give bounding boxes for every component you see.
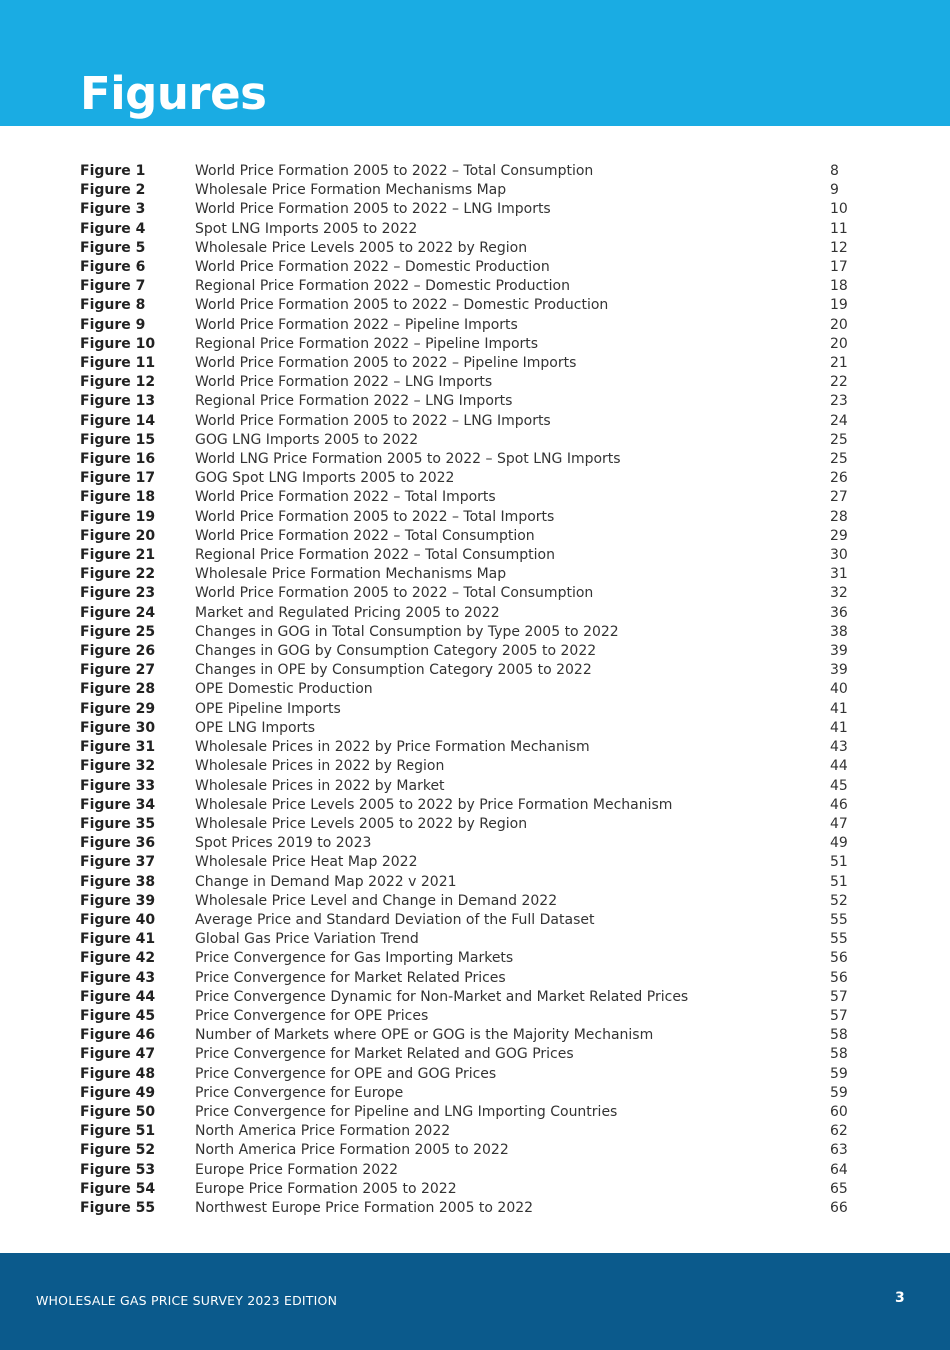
figure-number: Figure 4: [80, 220, 146, 237]
figure-number: Figure 40: [80, 911, 156, 928]
figure-page-number: 8: [830, 163, 839, 179]
figure-page-number: 44: [830, 758, 848, 775]
figure-entry[interactable]: [0, 220, 950, 239]
figure-number: Figure 15: [80, 431, 156, 448]
figure-title: Wholesale Price Level and Change in Demand 2022: [195, 892, 558, 909]
figure-number: Figure 13: [80, 393, 156, 410]
figure-page-number: 59: [830, 1084, 848, 1101]
figure-entry[interactable]: [0, 930, 950, 949]
figure-title: World Price Formation 2022 – Domestic Production: [195, 259, 550, 276]
figure-page-number: 39: [830, 643, 848, 660]
page-header: [0, 0, 950, 126]
figure-title: World Price Formation 2005 to 2022 – Total Imports: [195, 508, 555, 525]
figure-number: Figure 42: [80, 950, 156, 967]
figure-page-number: 28: [830, 508, 848, 525]
figure-page-number: 56: [830, 950, 848, 967]
figure-title: Global Gas Price Variation Trend: [195, 931, 419, 948]
figure-number: Figure 23: [80, 585, 156, 602]
figure-entry[interactable]: [0, 162, 950, 181]
figure-page-number: 52: [830, 892, 848, 909]
figure-number: Figure 43: [80, 969, 156, 986]
figure-entry[interactable]: [0, 373, 950, 392]
figure-number: Figure 25: [80, 623, 156, 640]
figure-entry[interactable]: [0, 488, 950, 507]
figure-number: Figure 46: [80, 1027, 156, 1044]
figure-title: Europe Price Formation 2005 to 2022: [195, 1180, 457, 1197]
figure-page-number: 64: [830, 1161, 848, 1178]
figure-entry[interactable]: [0, 949, 950, 968]
figure-page-number: 30: [830, 547, 848, 564]
figure-title: OPE LNG Imports: [195, 719, 316, 736]
figure-number: Figure 55: [80, 1199, 156, 1216]
figure-entry[interactable]: [0, 1122, 950, 1141]
figure-number: Figure 41: [80, 931, 156, 948]
figure-page-number: 20: [830, 335, 848, 352]
figure-page-number: 17: [830, 259, 848, 276]
figure-title: Wholesale Prices in 2022 by Market: [195, 777, 445, 794]
figure-entry[interactable]: [0, 911, 950, 930]
figure-entry[interactable]: [0, 988, 950, 1007]
figure-page-number: 51: [830, 854, 848, 871]
figure-title: Wholesale Price Formation Mechanisms Map: [195, 566, 507, 583]
figure-number: Figure 45: [80, 1007, 156, 1024]
figure-page-number: 51: [830, 873, 848, 890]
figure-page-number: 41: [830, 719, 848, 736]
figure-number: Figure 38: [80, 873, 156, 890]
figure-entry[interactable]: [0, 1007, 950, 1026]
figure-title: Regional Price Formation 2022 – Domestic Production: [195, 278, 570, 295]
figure-page-number: 66: [830, 1199, 848, 1216]
figure-title: Price Convergence for Gas Importing Markets: [195, 950, 514, 967]
figure-title: Price Convergence for Market Related Prices: [195, 969, 506, 986]
figure-title: Number of Markets where OPE or GOG is the Majority Mechanism: [195, 1027, 654, 1044]
page-number: 3: [895, 1290, 905, 1306]
figure-page-number: 26: [830, 470, 848, 487]
figure-title: Europe Price Formation 2022: [195, 1161, 399, 1178]
figure-title: Price Convergence for Pipeline and LNG Importing Countries: [195, 1103, 618, 1120]
figure-page-number: 57: [830, 988, 848, 1005]
figure-entry[interactable]: [0, 815, 950, 834]
figure-number: Figure 26: [80, 643, 156, 660]
figure-title: World Price Formation 2005 to 2022 – Total Consumption: [195, 585, 594, 602]
figure-number: Figure 28: [80, 681, 156, 698]
figure-entry[interactable]: [0, 873, 950, 892]
figure-page-number: 39: [830, 662, 848, 679]
figure-page-number: 45: [830, 777, 848, 794]
figure-title: Changes in GOG in Total Consumption by Type 2005 to 2022: [195, 623, 619, 640]
figure-entry[interactable]: [0, 277, 950, 296]
figure-entry[interactable]: [0, 853, 950, 872]
figure-page-number: 41: [830, 700, 848, 717]
figure-title: Wholesale Price Heat Map 2022: [195, 854, 418, 871]
figure-page-number: 22: [830, 374, 848, 391]
figure-page-number: 25: [830, 431, 848, 448]
figure-page-number: 57: [830, 1007, 848, 1024]
figure-title: Price Convergence for OPE and GOG Prices: [195, 1065, 497, 1082]
figure-entry[interactable]: [0, 469, 950, 488]
figure-entry[interactable]: [0, 412, 950, 431]
figure-title: Regional Price Formation 2022 – Pipeline Imports: [195, 335, 539, 352]
figure-entry[interactable]: [0, 239, 950, 258]
figure-title: Price Convergence for OPE Prices: [195, 1007, 429, 1024]
figure-title: North America Price Formation 2005 to 2022: [195, 1142, 509, 1159]
figure-number: Figure 44: [80, 988, 156, 1005]
figure-entry[interactable]: [0, 892, 950, 911]
figure-page-number: 47: [830, 815, 848, 832]
figure-number: Figure 30: [80, 719, 156, 736]
figure-entry[interactable]: [0, 969, 950, 988]
figure-entry[interactable]: [0, 642, 950, 661]
figure-number: Figure 11: [80, 355, 156, 372]
figure-number: Figure 39: [80, 892, 156, 909]
figure-entry[interactable]: [0, 834, 950, 853]
figure-entry[interactable]: [0, 181, 950, 200]
figure-page-number: 55: [830, 911, 848, 928]
figure-title: OPE Pipeline Imports: [195, 700, 341, 717]
figure-number: Figure 9: [80, 316, 146, 333]
figure-title: Wholesale Price Levels 2005 to 2022 by Region: [195, 815, 528, 832]
figure-page-number: 55: [830, 931, 848, 948]
figure-entry[interactable]: [0, 335, 950, 354]
figure-title: Changes in GOG by Consumption Category 2005 to 2022: [195, 643, 597, 660]
figure-entry[interactable]: [0, 584, 950, 603]
figure-title: Change in Demand Map 2022 v 2021: [195, 873, 457, 890]
figure-title: World Price Formation 2022 – LNG Imports: [195, 374, 493, 391]
figure-entry[interactable]: [0, 777, 950, 796]
figure-page-number: 56: [830, 969, 848, 986]
figure-entry[interactable]: [0, 431, 950, 450]
figure-entry[interactable]: [0, 719, 950, 738]
figure-title: World Price Formation 2005 to 2022 – LNG Imports: [195, 412, 551, 429]
figure-title: Spot LNG Imports 2005 to 2022: [195, 220, 418, 237]
figure-entry[interactable]: [0, 296, 950, 315]
figure-entry[interactable]: [0, 1141, 950, 1160]
figure-page-number: 43: [830, 739, 848, 756]
figure-title: GOG Spot LNG Imports 2005 to 2022: [195, 470, 455, 487]
page-title: Figures: [80, 67, 267, 120]
figure-number: Figure 2: [80, 182, 146, 199]
figure-title: Regional Price Formation 2022 – LNG Imports: [195, 393, 513, 410]
figure-number: Figure 48: [80, 1065, 156, 1082]
figure-page-number: 65: [830, 1180, 848, 1197]
figure-number: Figure 10: [80, 335, 156, 352]
figure-number: Figure 22: [80, 566, 156, 583]
figure-title: North America Price Formation 2022: [195, 1123, 451, 1140]
figure-title: World Price Formation 2022 – Total Imports: [195, 489, 496, 506]
figure-title: World Price Formation 2005 to 2022 – LNG Imports: [195, 201, 551, 218]
figure-title: Market and Regulated Pricing 2005 to 2022: [195, 604, 500, 621]
figure-number: Figure 8: [80, 297, 146, 314]
figure-number: Figure 12: [80, 374, 156, 391]
figure-number: Figure 34: [80, 796, 156, 813]
figure-page-number: 9: [830, 182, 839, 199]
figure-title: Changes in OPE by Consumption Category 2005 to 2022: [195, 662, 592, 679]
figure-number: Figure 19: [80, 508, 156, 525]
figure-page-number: 18: [830, 278, 848, 295]
figure-number: Figure 5: [80, 239, 146, 256]
figure-page-number: 40: [830, 681, 848, 698]
figure-number: Figure 16: [80, 451, 156, 468]
figure-page-number: 27: [830, 489, 848, 506]
figure-number: Figure 20: [80, 527, 156, 544]
figure-page-number: 46: [830, 796, 848, 813]
figure-entry[interactable]: [0, 1045, 950, 1064]
figure-title: Price Convergence for Europe: [195, 1084, 404, 1101]
figure-page-number: 63: [830, 1142, 848, 1159]
figure-entry[interactable]: [0, 354, 950, 373]
figure-page-number: 21: [830, 355, 848, 372]
figure-entry[interactable]: [0, 661, 950, 680]
figure-page-number: 60: [830, 1103, 848, 1120]
figure-number: Figure 36: [80, 835, 156, 852]
figure-title: Average Price and Standard Deviation of the Full Dataset: [195, 911, 595, 928]
figure-number: Figure 32: [80, 758, 156, 775]
figure-page-number: 31: [830, 566, 848, 583]
figure-entry[interactable]: [0, 1103, 950, 1122]
figure-title: World Price Formation 2005 to 2022 – Domestic Production: [195, 297, 609, 314]
figure-title: Price Convergence for Market Related and GOG Prices: [195, 1046, 574, 1063]
figure-number: Figure 3: [80, 201, 146, 218]
figure-number: Figure 29: [80, 700, 156, 717]
figure-title: World Price Formation 2005 to 2022 – Total Consumption: [195, 163, 594, 179]
figure-number: Figure 31: [80, 739, 156, 756]
figure-number: Figure 18: [80, 489, 156, 506]
figure-entry[interactable]: [0, 508, 950, 527]
figure-entry[interactable]: [0, 1180, 950, 1199]
figure-title: Wholesale Price Formation Mechanisms Map: [195, 182, 507, 199]
figure-entry[interactable]: [0, 546, 950, 565]
figure-entry[interactable]: [0, 604, 950, 623]
figure-title: World Price Formation 2022 – Pipeline Imports: [195, 316, 518, 333]
figure-number: Figure 17: [80, 470, 156, 487]
figure-entry[interactable]: [0, 316, 950, 335]
figure-number: Figure 52: [80, 1142, 156, 1159]
figure-title: Wholesale Prices in 2022 by Price Formation Mechanism: [195, 739, 590, 756]
figure-title: Northwest Europe Price Formation 2005 to 2022: [195, 1199, 534, 1216]
figure-number: Figure 54: [80, 1180, 156, 1197]
figure-number: Figure 49: [80, 1084, 156, 1101]
figure-page-number: 59: [830, 1065, 848, 1082]
figure-title: World Price Formation 2005 to 2022 – Pipeline Imports: [195, 355, 577, 372]
figure-number: Figure 53: [80, 1161, 156, 1178]
figure-number: Figure 24: [80, 604, 156, 621]
figure-page-number: 25: [830, 451, 848, 468]
figure-title: Regional Price Formation 2022 – Total Consumption: [195, 547, 555, 564]
figure-number: Figure 21: [80, 547, 156, 564]
figure-entry[interactable]: [0, 200, 950, 219]
figure-page-number: 11: [830, 220, 848, 237]
figure-entry[interactable]: [0, 1065, 950, 1084]
figure-entry[interactable]: [0, 527, 950, 546]
figure-page-number: 49: [830, 835, 848, 852]
figure-entry[interactable]: [0, 450, 950, 469]
figure-entry[interactable]: [0, 796, 950, 815]
figure-entry[interactable]: [0, 738, 950, 757]
figure-title: Wholesale Price Levels 2005 to 2022 by Price Formation Mechanism: [195, 796, 673, 813]
figure-title: World Price Formation 2022 – Total Consumption: [195, 527, 535, 544]
figure-title: Wholesale Price Levels 2005 to 2022 by Region: [195, 239, 528, 256]
figure-entry[interactable]: [0, 258, 950, 277]
figure-entry[interactable]: [0, 700, 950, 719]
figure-page-number: 58: [830, 1027, 848, 1044]
figure-entry[interactable]: [0, 565, 950, 584]
figure-page-number: 36: [830, 604, 848, 621]
figure-number: Figure 14: [80, 412, 156, 429]
figure-entry[interactable]: [0, 1026, 950, 1045]
figure-page-number: 19: [830, 297, 848, 314]
figure-page-number: 12: [830, 239, 848, 256]
figure-number: Figure 50: [80, 1103, 156, 1120]
figure-page-number: 62: [830, 1123, 848, 1140]
figure-title: Spot Prices 2019 to 2023: [195, 835, 372, 852]
figure-page-number: 10: [830, 201, 848, 218]
figure-number: Figure 47: [80, 1046, 156, 1063]
figure-entry[interactable]: [0, 680, 950, 699]
figure-number: Figure 27: [80, 662, 156, 679]
figure-page-number: 24: [830, 412, 848, 429]
figure-title: GOG LNG Imports 2005 to 2022: [195, 431, 419, 448]
figure-number: Figure 1: [80, 163, 146, 179]
figure-number: Figure 33: [80, 777, 156, 794]
figure-number: Figure 35: [80, 815, 156, 832]
figure-page-number: 23: [830, 393, 848, 410]
figure-title: Wholesale Prices in 2022 by Region: [195, 758, 445, 775]
figure-title: OPE Domestic Production: [195, 681, 373, 698]
figure-title: Price Convergence Dynamic for Non-Market and Market Related Prices: [195, 988, 689, 1005]
figure-entry[interactable]: [0, 1084, 950, 1103]
publication-title: WHOLESALE GAS PRICE SURVEY 2023 EDITION: [36, 1293, 338, 1308]
figure-title: World LNG Price Formation 2005 to 2022 – Spot LNG Imports: [195, 451, 621, 468]
figure-page-number: 32: [830, 585, 848, 602]
figure-page-number: 38: [830, 623, 848, 640]
figure-number: Figure 37: [80, 854, 156, 871]
figure-page-number: 29: [830, 527, 848, 544]
figure-entry[interactable]: [0, 392, 950, 411]
figure-number: Figure 7: [80, 278, 146, 295]
figure-entry[interactable]: [0, 1199, 950, 1218]
figure-entry[interactable]: [0, 757, 950, 776]
figure-page-number: 20: [830, 316, 848, 333]
figure-entry[interactable]: [0, 1161, 950, 1180]
figure-page-number: 58: [830, 1046, 848, 1063]
figure-entry[interactable]: [0, 623, 950, 642]
figure-number: Figure 51: [80, 1123, 156, 1140]
page-footer: [0, 1253, 950, 1350]
figures-list: [0, 162, 950, 1218]
figure-number: Figure 6: [80, 259, 146, 276]
